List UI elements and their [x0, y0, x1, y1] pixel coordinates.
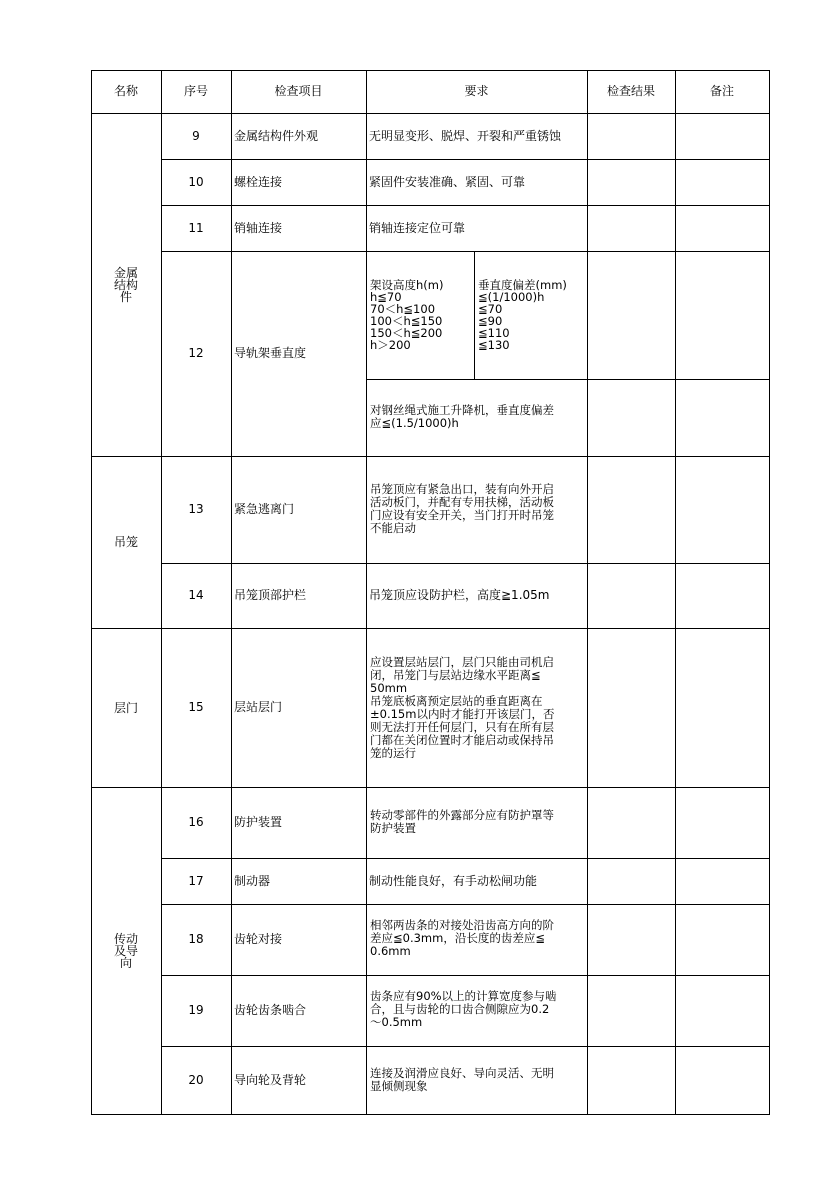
row-seq: 20: [188, 1072, 204, 1087]
row-seq: 19: [188, 1003, 204, 1017]
row-requirement: 应设置层站层门，层门只能由司机启 闭，吊笼门与层站边缘水平距离≦ 50mm 吊笼底板离预定层站的垂直距离在 ±0.15m以内时才能打开该层门，否 则无法打开任何层门，只有在所有层 门都在关闭位置时才能启动或保持吊 笼的运行: [370, 655, 555, 760]
row-requirement: 销轴连接定位可靠: [369, 220, 466, 235]
row-item: 导向轮及背轮: [234, 1072, 307, 1087]
row-requirement: 连接及润滑应良好、导向灵活、无明 显倾侧现象: [370, 1066, 554, 1093]
row-seq: 14: [188, 588, 204, 602]
row-requirement: 相邻两齿条的对接处沿齿高方向的阶 差应≦0.3mm，沿长度的齿差应≦ 0.6mm: [370, 918, 554, 958]
row-seq: 10: [188, 174, 204, 189]
grid-line: [474, 251, 475, 379]
category-cage: 吊笼: [113, 535, 138, 549]
category-drive-guide: 传动 及导 向: [113, 931, 138, 970]
row-seq: 11: [188, 220, 204, 235]
row-requirement: 紧固件安装准确、紧固、可靠: [369, 174, 526, 189]
row-item: 齿轮对接: [234, 932, 283, 946]
row-seq: 18: [188, 932, 204, 946]
row-requirement: 对钢丝绳式施工升降机，垂直度偏差 应≦(1.5/1000)h: [370, 403, 554, 430]
grid-line: [769, 70, 770, 1115]
row-item: 销轴连接: [234, 220, 283, 235]
row-requirement: 吊笼顶应设防护栏，高度≧1.05m: [369, 588, 550, 602]
row-seq: 12: [188, 346, 204, 360]
category-metal-structure: 金属 结构 件: [113, 265, 138, 304]
grid-line: [587, 70, 588, 1115]
row-item: 防护装置: [234, 815, 283, 829]
row-item: 层站层门: [234, 700, 283, 714]
row-seq: 17: [188, 873, 204, 888]
category-landing-door: 层门: [113, 700, 138, 715]
row-item: 金属结构件外观: [234, 128, 319, 143]
row-item: 齿轮齿条啮合: [234, 1003, 307, 1017]
row-requirement: 转动零部件的外露部分应有防护罩等 防护装置: [370, 808, 554, 835]
header-name: 名称: [113, 84, 138, 98]
grid-line: [366, 379, 770, 380]
header-seq: 序号: [183, 84, 208, 98]
header-requirement: 要求: [464, 84, 489, 98]
header-item: 检查项目: [274, 84, 323, 98]
row-seq: 15: [188, 700, 204, 714]
row-seq: 16: [188, 815, 204, 829]
grid-line: [91, 1114, 770, 1115]
row-requirement: 齿条应有90%以上的计算宽度参与啮 合，且与齿轮的口齿合侧隙应为0.2 ～0.5mm: [370, 989, 557, 1029]
header-note: 备注: [709, 84, 734, 98]
inspection-table: [91, 70, 770, 1115]
row-requirement: 制动性能良好，有手动松闸功能: [369, 873, 538, 888]
grid-line: [675, 70, 676, 1115]
row-item: 导轨架垂直度: [234, 346, 307, 360]
requirement-height-column: 架设高度h(m) h≦70 70＜h≦100 100＜h≦150 150＜h≦200 h＞200: [370, 278, 444, 352]
row-requirement: 无明显变形、脱焊、开裂和严重锈蚀: [369, 128, 562, 143]
requirement-deviation-column: 垂直度偏差(mm) ≦(1/1000)h ≦70 ≦90 ≦110 ≦130: [478, 278, 567, 352]
row-requirement: 吊笼顶应有紧急出口，装有向外开启 活动板门，并配有专用扶梯，活动板 门应设有安全开关，当门打开时吊笼 不能启动: [370, 482, 554, 535]
header-result: 检查结果: [606, 84, 655, 98]
row-item: 制动器: [234, 873, 271, 888]
row-item: 紧急逃离门: [234, 502, 295, 516]
row-seq: 9: [192, 128, 200, 143]
row-seq: 13: [188, 502, 204, 516]
row-item: 吊笼顶部护栏: [234, 588, 307, 602]
row-item: 螺栓连接: [234, 174, 283, 189]
